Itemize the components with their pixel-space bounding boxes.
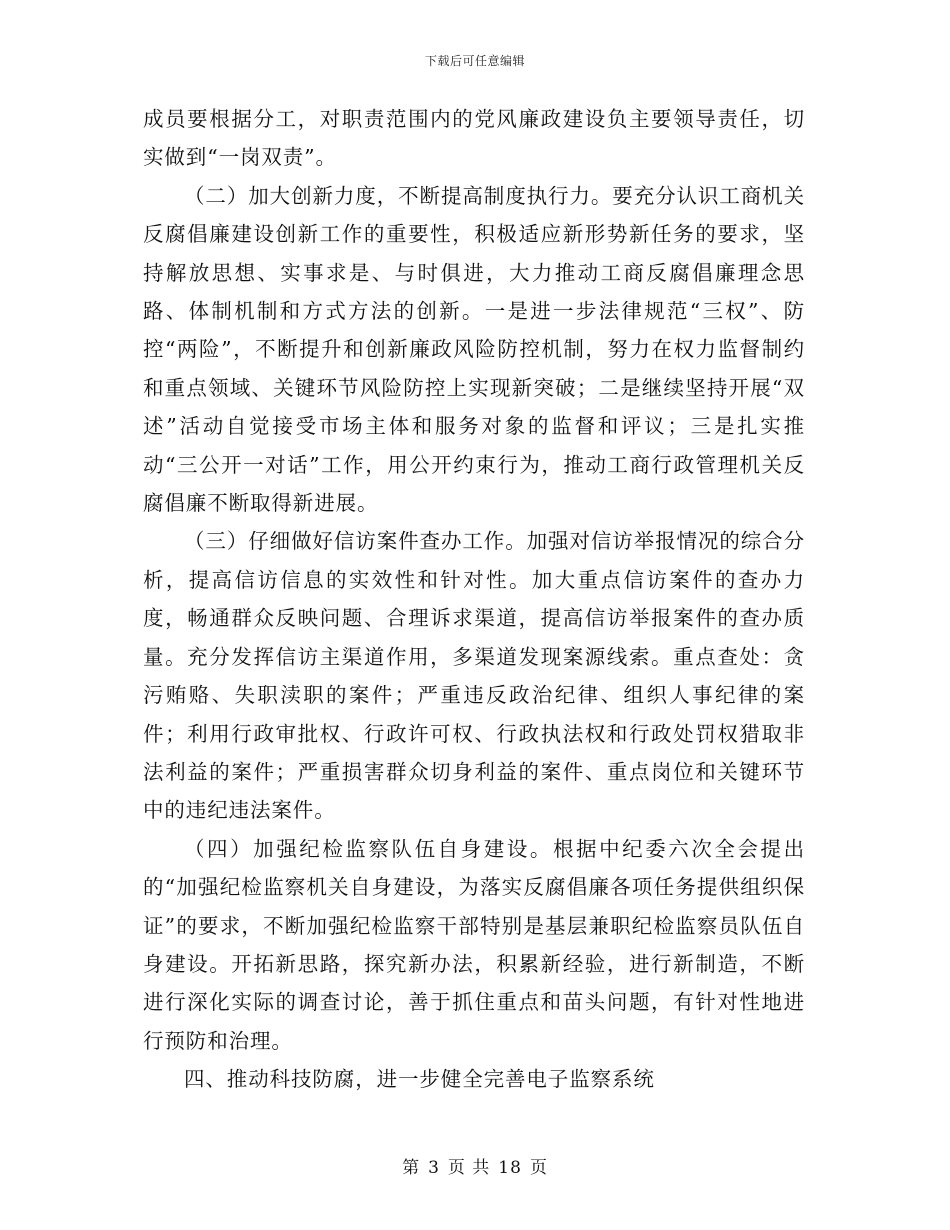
page-header: 下载后可任意编辑 <box>424 54 525 68</box>
page-footer <box>0 1153 950 1178</box>
paragraph-section-3: （三）仔细做好信访案件查办工作。加强对信访举报情况的综合分析，提高信访信息的实效性和针对性。加大重点信访案件的查办力度，畅通群众反映问题、合理诉求渠道，提高信访举报案件的查办质量。充分发挥信访主渠道作用，多渠道发现案源线索。重点查处：贪污贿赂、失职渎职的案件；严重违反政治纪律、组织人事纪律的案件；利用行政审批权、行政许可权、行政执法权和行政处罚权猎取非法利益的案件；严重损害群众切身利益的案件、重点岗位和关键环节中的违纪违法案件。 <box>143 529 805 823</box>
footer-prefix: 第 <box>402 1158 421 1178</box>
current-page-number: 3 <box>428 1158 440 1178</box>
document-body <box>143 100 805 1099</box>
paragraph-section-2: （二）加大创新力度，不断提高制度执行力。要充分认识工商机关反腐倡廉建设创新工作的重要性，积极适应新形势新任务的要求，坚持解放思想、实事求是、与时俱进，大力推动工商反腐倡廉理念思路、体制机制和方式方法的创新。一是进一步法律规范“三权”、防控“两险”，不断提升和创新廉政风险防控机制，努力在权力监督制约和重点领域、关键环节风险防控上实现新突破；二是继续坚持开展“双述”活动自觉接受市场主体和服务对象的监督和评议；三是扎实推动“三公开一对话”工作，用公开约束行为，推动工商行政管理机关反腐倡廉不断取得新进展。 <box>143 183 805 516</box>
total-page-count: 18 <box>498 1158 522 1178</box>
paragraph-continuation: 成员要根据分工，对职责范围内的党风廉政建设负主要领导责任，切实做到“一岗双责”。 <box>143 107 805 170</box>
footer-suffix: 页 <box>529 1158 548 1178</box>
paragraph-section-4: （四）加强纪检监察队伍自身建设。根据中纪委六次全会提出的“加强纪检监察机关自身建设，为落实反腐倡廉各项任务提供组织保证”的要求，不断加强纪检监察干部特别是基层兼职纪检监察员队伍自身建设。开拓新思路，探究新办法，积累新经验，进行新制造，不断进行深化实际的调查讨论，善于抓住重点和苗头问题，有针对性地进行预防和治理。 <box>143 836 805 1053</box>
section-heading-4: 四、推动科技防腐，进一步健全完善电子监察系统 <box>184 1067 655 1092</box>
footer-middle: 页 共 <box>447 1158 491 1178</box>
